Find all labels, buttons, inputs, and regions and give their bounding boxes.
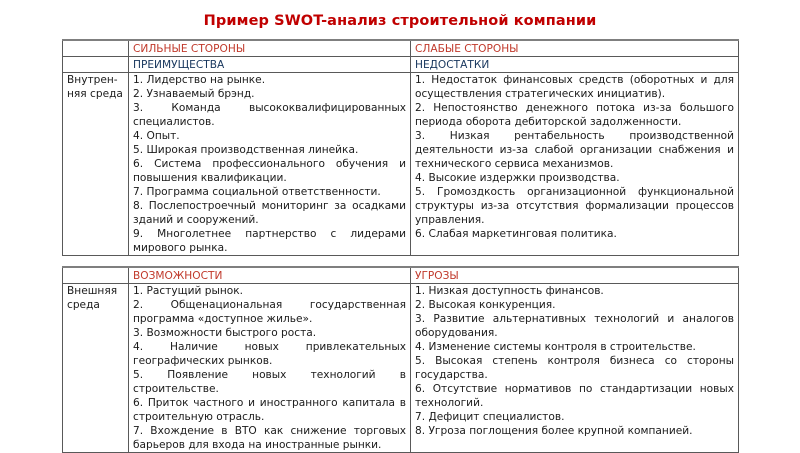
internal-subheader-row xyxy=(63,57,739,73)
external-body-row xyxy=(63,284,739,453)
row-label-line: среда xyxy=(67,299,100,311)
disadvantages-subheader: НЕДОСТАТКИ xyxy=(411,57,739,73)
strength-item: 9. Многолетнее партнерство с лидерами мирового рынка. xyxy=(133,228,406,254)
threat-item: 4. Изменение системы контроля в строительстве. xyxy=(415,341,696,353)
weakness-item: 6. Слабая маркетинговая политика. xyxy=(415,228,617,240)
weaknesses-header: СЛАБЫЕ СТОРОНЫ xyxy=(411,40,739,57)
internal-header-empty-cell xyxy=(63,40,129,57)
opportunity-item: 3. Возможности быстрого роста. xyxy=(133,327,317,339)
external-header-empty-cell xyxy=(63,267,129,284)
strength-item: 2. Узнаваемый брэнд. xyxy=(133,88,255,100)
threat-item: 7. Дефицит специалистов. xyxy=(415,411,565,423)
strengths-header: СИЛЬНЫЕ СТОРОНЫ xyxy=(129,40,411,57)
internal-subheader-empty-cell xyxy=(63,57,129,73)
threat-item: 8. Угроза поглощения более крупной компанией. xyxy=(415,425,693,437)
internal-environment-label xyxy=(63,73,129,256)
opportunity-item: 2. Общенациональная государственная программа «доступное жилье». xyxy=(133,299,406,325)
weakness-item: 1. Недостаток финансовых средств (оборотных и для осуществления стратегических инициатив). xyxy=(415,74,734,100)
page-title: Пример SWOT-анализ строительной компании xyxy=(203,13,597,29)
weakness-item: 5. Громоздкость организационной функциональной структуры из-за отсутствия формализации процессов управления. xyxy=(415,186,734,226)
external-header-row xyxy=(63,267,739,284)
strength-item: 1. Лидерство на рынке. xyxy=(133,74,266,86)
threat-item: 6. Отсутствие нормативов по стандартизации новых технологий. xyxy=(415,383,734,409)
threat-item: 3. Развитие альтернативных технологий и аналогов оборудования. xyxy=(415,313,734,339)
strengths-list xyxy=(129,73,411,256)
weakness-item: 2. Непостоянство денежного потока из-за большого периода оборота дебиторской задолженности. xyxy=(415,102,734,128)
threats-header: УГРОЗЫ xyxy=(411,267,739,284)
strength-item: 4. Опыт. xyxy=(133,130,180,142)
strength-item: 6. Система профессионального обучения и повышения квалификации. xyxy=(133,158,406,184)
threat-item: 5. Высокая степень контроля бизнеса со стороны государства. xyxy=(415,355,734,381)
strength-item: 3. Команда высококвалифицированных специалистов. xyxy=(133,102,406,128)
weaknesses-list xyxy=(411,73,739,256)
row-label-line: Внешняя xyxy=(67,285,118,297)
strength-item: 7. Программа социальной ответственности. xyxy=(133,186,381,198)
threat-item: 1. Низкая доступность финансов. xyxy=(415,285,604,297)
opportunity-item: 6. Приток частного и иностранного капитала в строительную отрасль. xyxy=(133,397,406,423)
weakness-item: 3. Низкая рентабельность производственной деятельности из-за слабой организации снабжения и технического сервиса механизмов. xyxy=(415,130,734,170)
internal-body-row xyxy=(63,73,739,256)
strength-item: 8. Послепостроечный мониторинг за осадками зданий и сооружений. xyxy=(133,200,406,226)
strength-item: 5. Широкая производственная линейка. xyxy=(133,144,359,156)
row-label-line: Внутрен- xyxy=(67,74,118,86)
swot-external-table xyxy=(62,266,739,453)
weakness-item: 4. Высокие издержки производства. xyxy=(415,172,620,184)
advantages-subheader: ПРЕИМУЩЕСТВА xyxy=(129,57,411,73)
opportunities-list xyxy=(129,284,411,453)
row-label-line: няя среда xyxy=(67,88,123,100)
opportunities-header: ВОЗМОЖНОСТИ xyxy=(129,267,411,284)
opportunity-item: 4. Наличие новых привлекательных географических рынков. xyxy=(133,341,406,367)
external-environment-label xyxy=(63,284,129,453)
threats-list xyxy=(411,284,739,453)
opportunity-item: 7. Вхождение в ВТО как снижение торговых барьеров для входа на иностранные рынки. xyxy=(133,425,406,451)
swot-internal-table xyxy=(62,39,739,256)
opportunity-item: 5. Появление новых технологий в строительстве. xyxy=(133,369,406,395)
threat-item: 2. Высокая конкуренция. xyxy=(415,299,556,311)
internal-header-row xyxy=(63,40,739,57)
opportunity-item: 1. Растущий рынок. xyxy=(133,285,243,297)
